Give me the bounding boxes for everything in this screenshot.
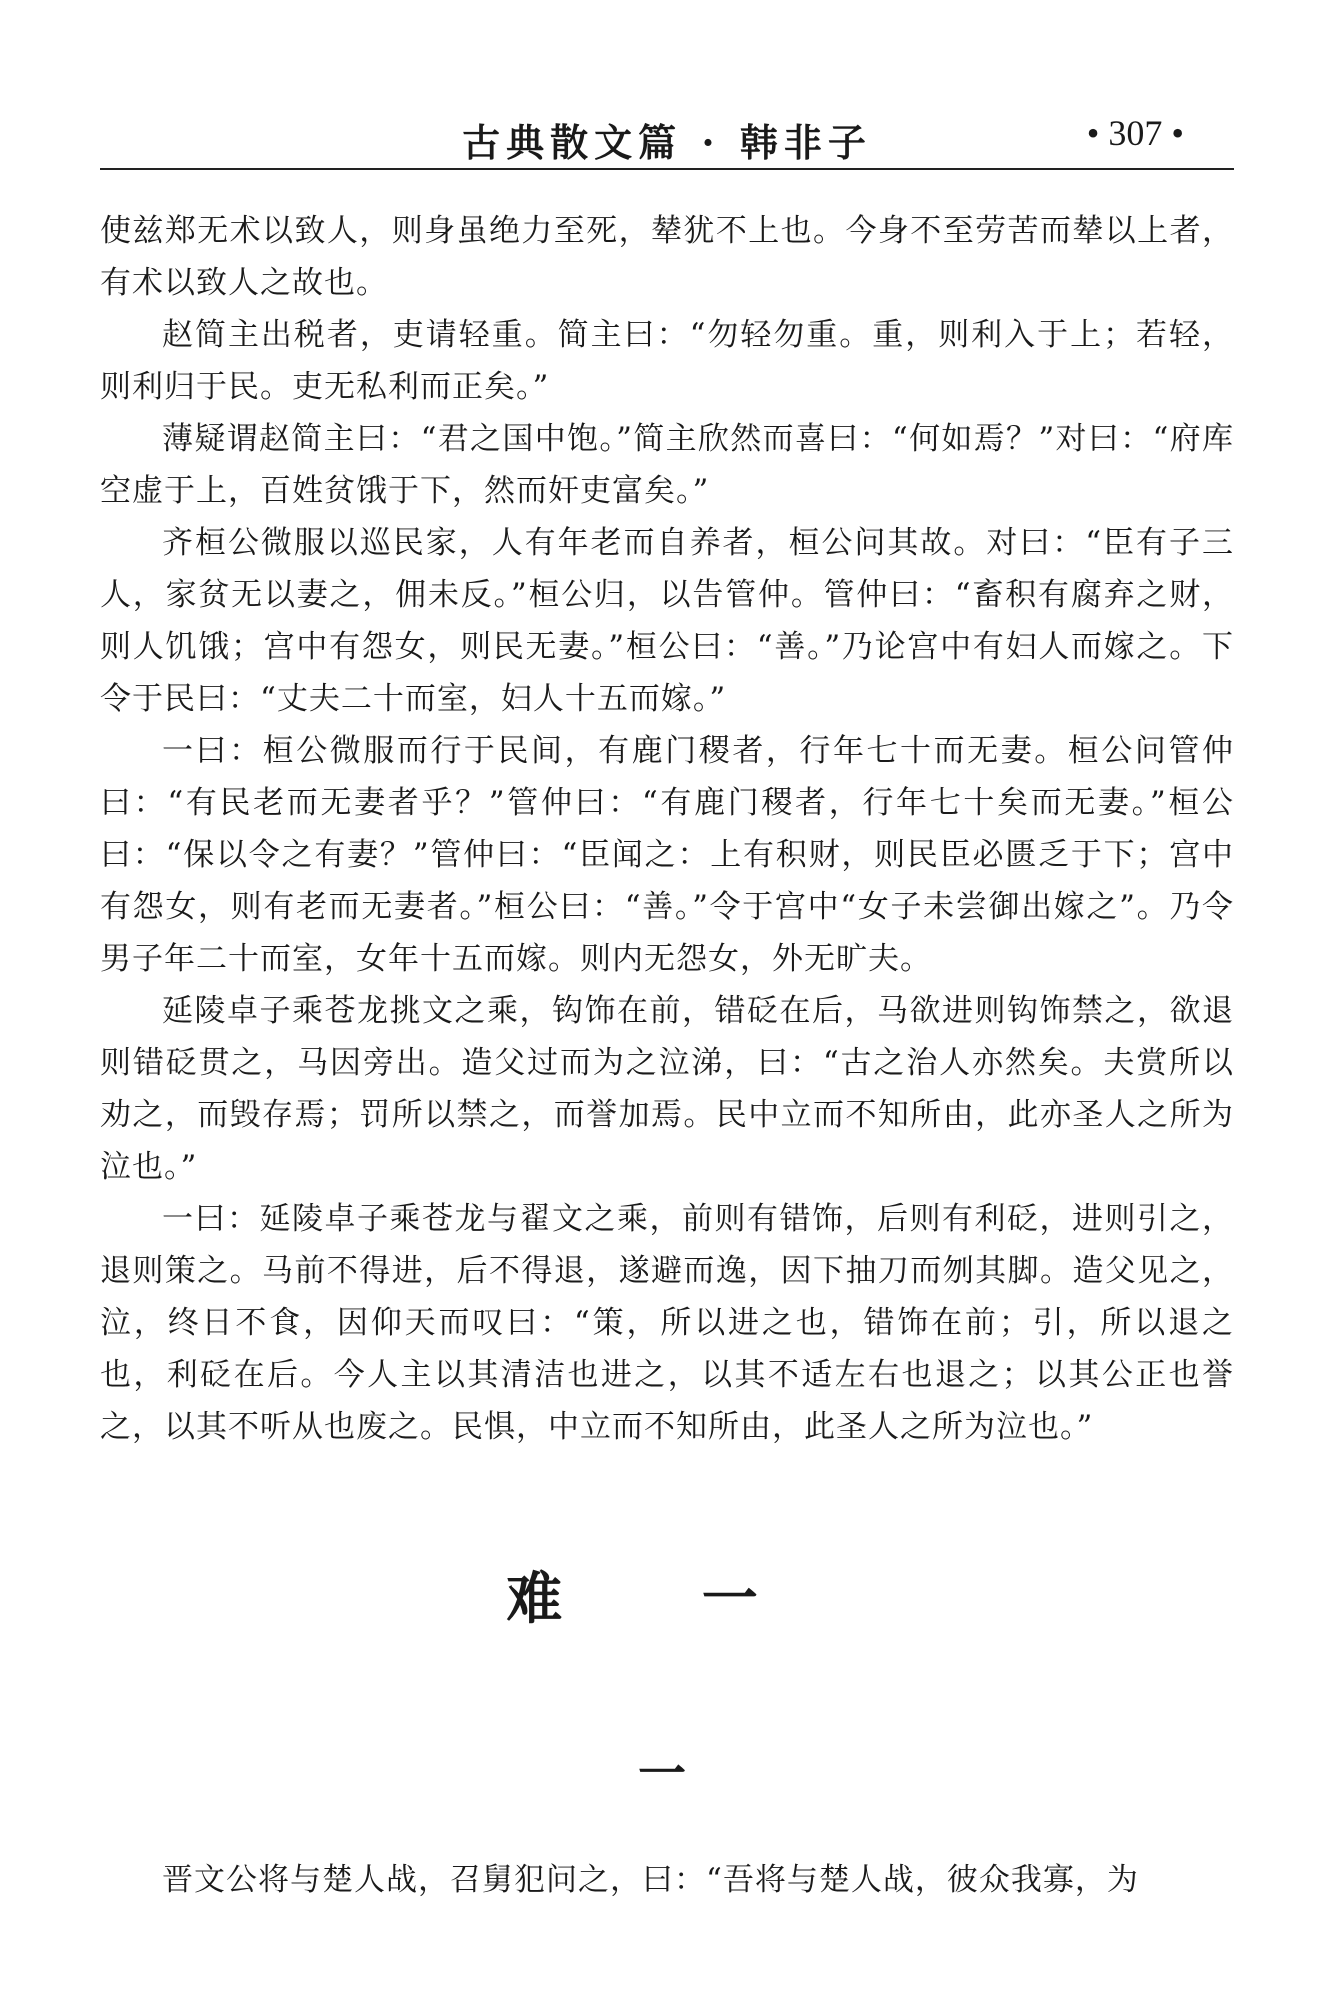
chapter-title: 难 一	[506, 1567, 818, 1632]
paragraph: 薄疑谓赵简主曰：“君之国中饱。”简主欣然而喜曰：“何如焉？”对曰：“府库空虚于上，百姓贫饿于下，然而奸吏富矣。”	[100, 421, 1234, 509]
paragraph: 使兹郑无术以致人，则身虽绝力至死，辇犹不上也。今身不至劳苦而辇以上者，有术以致人之故也。	[100, 213, 1234, 301]
paragraph: 一曰：桓公微服而行于民间，有鹿门稷者，行年七十而无妻。桓公问管仲曰：“有民老而无妻者乎？”管仲曰：“有鹿门稷者，行年七十矣而无妻。”桓公曰：“保以令之有妻？”管仲曰：“臣闻之：上有积财，则民臣必匮乏于下；宫中有怨女，则有老而无妻者。”桓公曰：“善。”令于宫中“女子未尝御出嫁之”。乃令男子年二十而室，女年十五而嫁。则内无怨女，外无旷夫。	[100, 733, 1234, 977]
paragraph: 一曰：延陵卓子乘苍龙与翟文之乘，前则有错饰，后则有利砭，进则引之，退则策之。马前不得进，后不得退，遂避而逸，因下抽刀而刎其脚。造父见之，泣，终日不食，因仰天而叹曰：“策，所以进之也，错饰在前；引，所以退之也，利砭在后。今人主以其清洁也进之，以其不适左右也退之；以其公正也誉之，以其不听从也废之。民惧，中立而不知所由，此圣人之所为泣也。”	[100, 1201, 1234, 1445]
paragraph: 赵简主出税者，吏请轻重。简主曰：“勿轻勿重。重，则利入于上；若轻，则利归于民。吏无私利而正矣。”	[100, 317, 1234, 405]
header-title: 古典散文篇 · 韩非子	[462, 120, 872, 165]
body-text	[100, 205, 1234, 1453]
body-text-continued	[100, 1854, 1234, 1906]
running-header	[100, 108, 1234, 170]
paragraph: 齐桓公微服以巡民家，人有年老而自养者，桓公问其故。对曰：“臣有子三人，家贫无以妻之，佣未反。”桓公归，以告管仲。管仲曰：“畜积有腐弃之财，则人饥饿；宫中有怨女，则民无妻。”桓公曰：“善。”乃论宫中有妇人而嫁之。下令于民曰：“丈夫二十而室，妇人十五而嫁。”	[100, 525, 1234, 717]
section-title: 一	[637, 1746, 686, 1802]
paragraph: 延陵卓子乘苍龙挑文之乘，钩饰在前，错砭在后，马欲进则钩饰禁之，欲退则错砭贯之，马因旁出。造父过而为之泣涕，曰：“古之治人亦然矣。夫赏所以劝之，而毁存焉；罚所以禁之，而誉加焉。民中立而不知所由，此亦圣人之所为泣也。”	[100, 993, 1234, 1185]
page-number: • 307 •	[1086, 113, 1184, 153]
paragraph: 晋文公将与楚人战，召舅犯问之，曰：“吾将与楚人战，彼众我寡，为	[162, 1862, 1139, 1898]
